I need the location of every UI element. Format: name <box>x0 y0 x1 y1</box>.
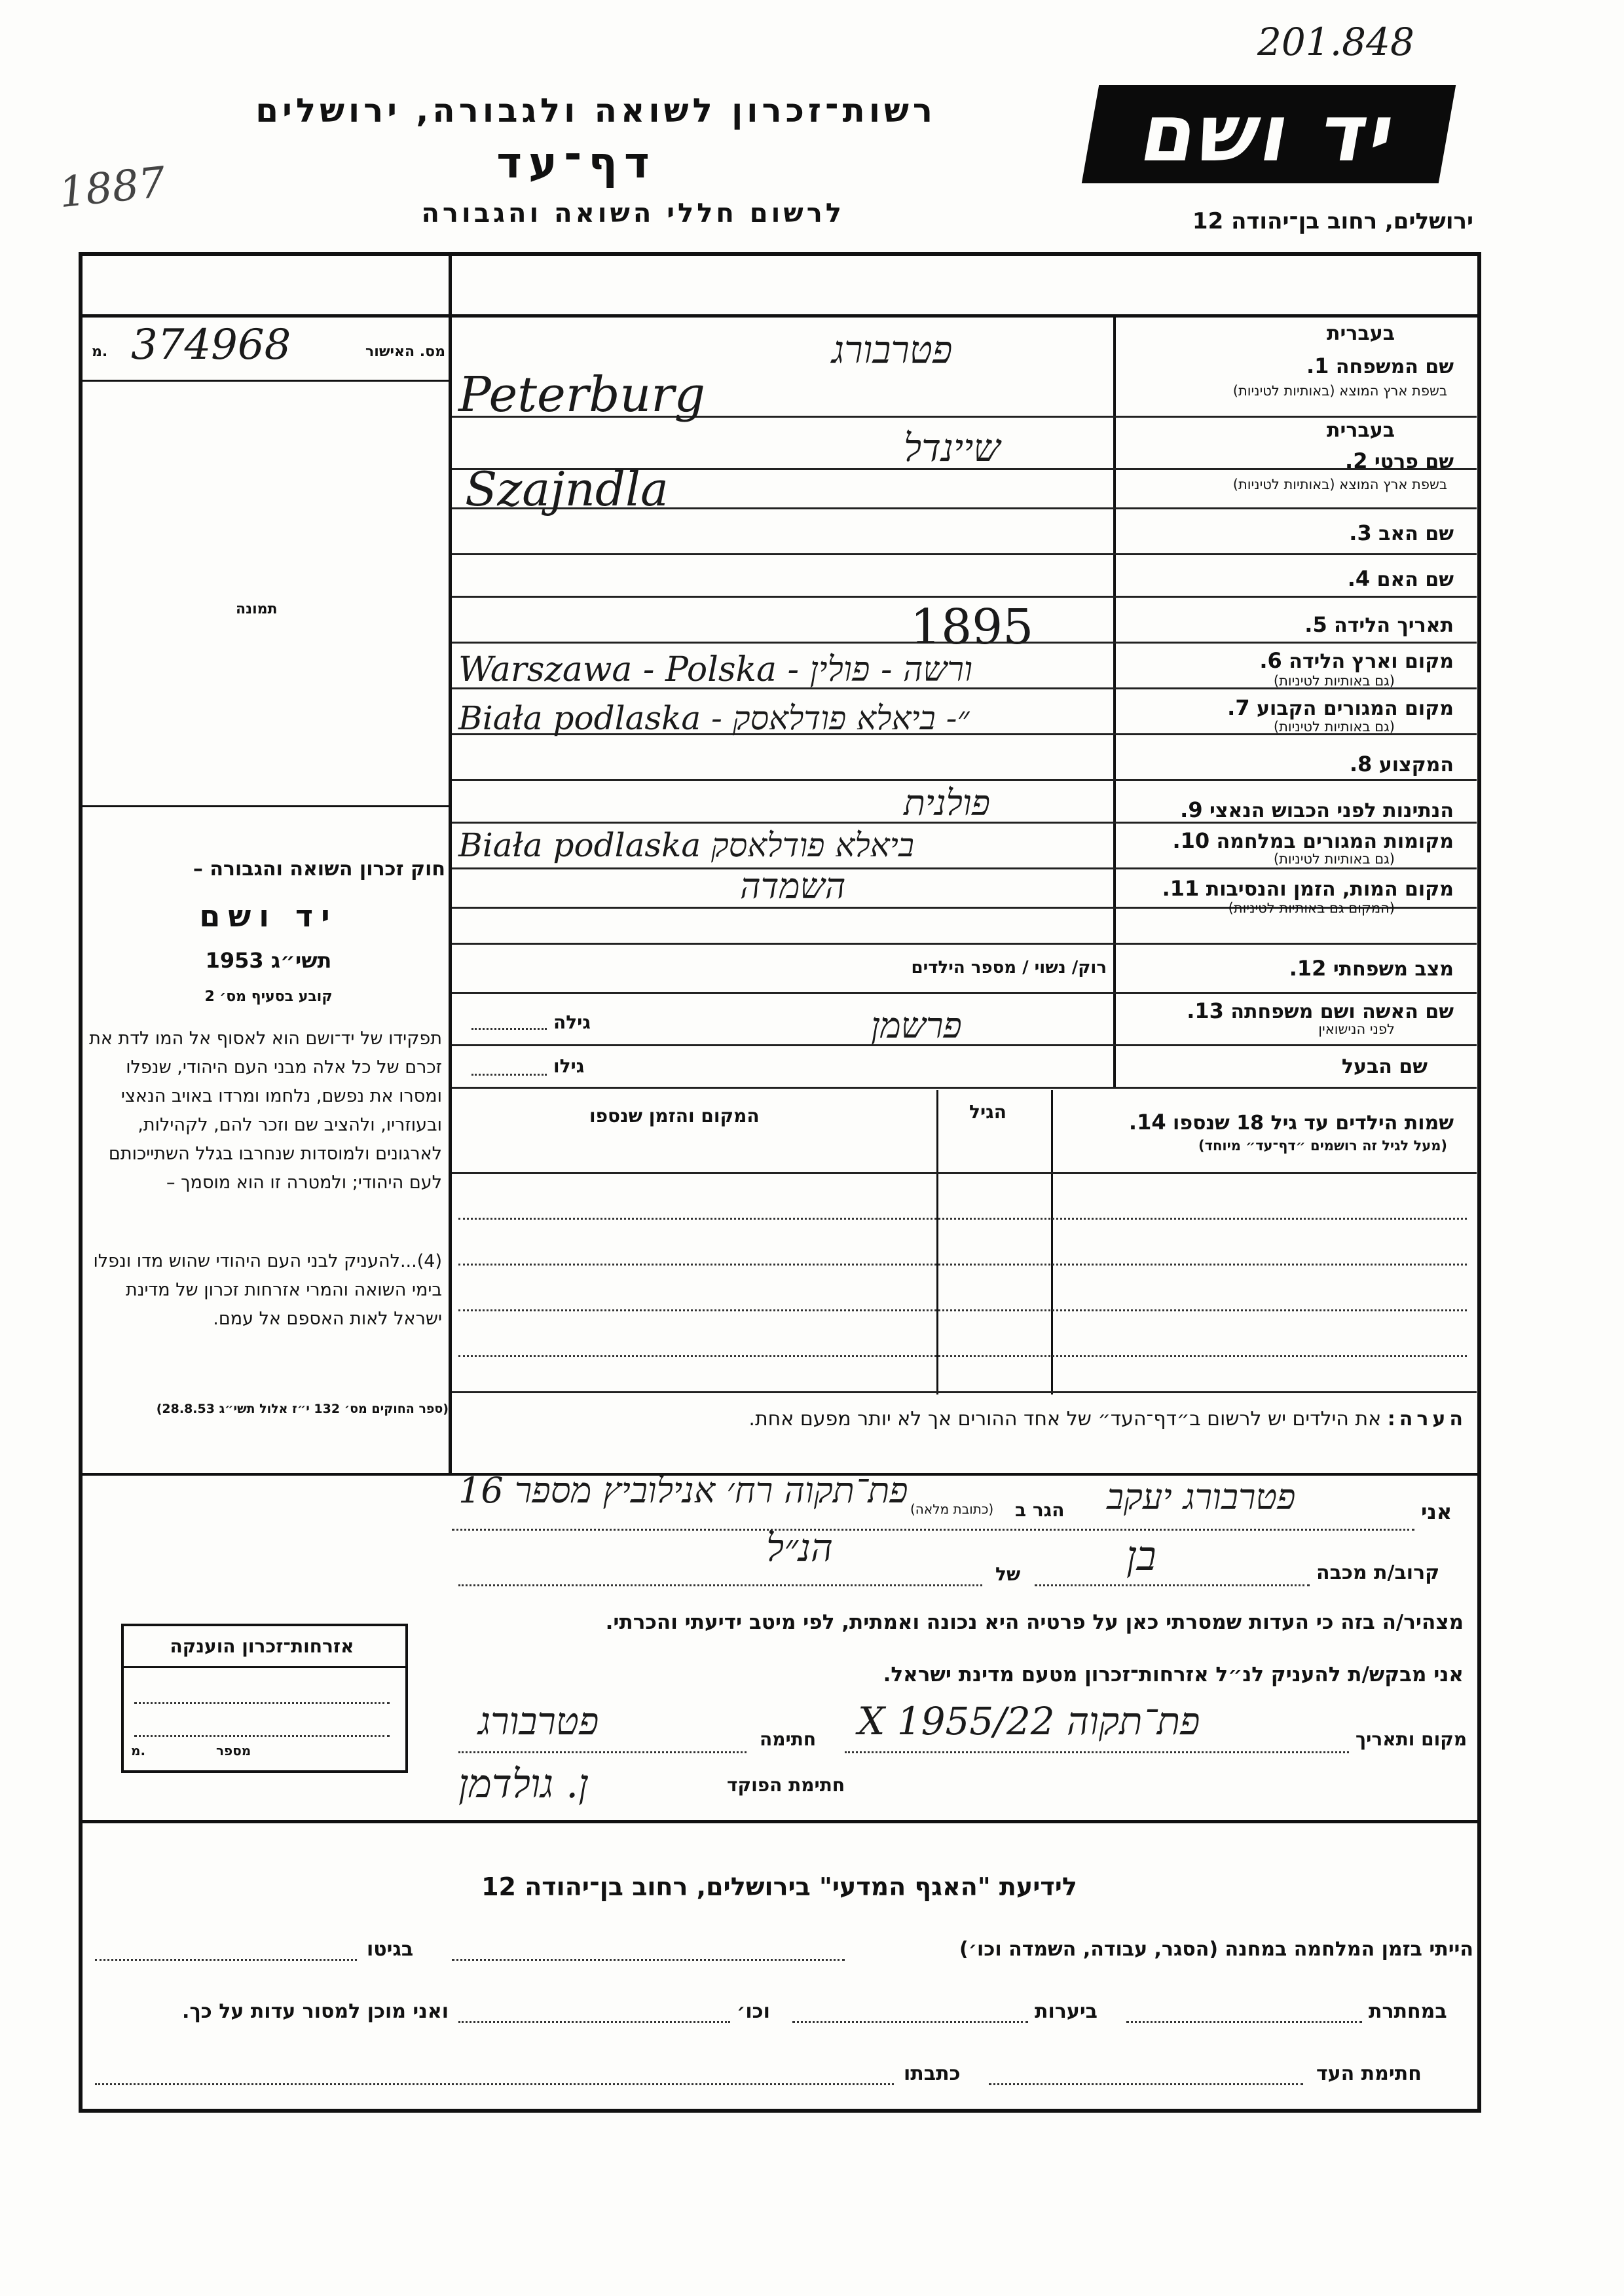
footer-address-label: כתבתו <box>904 2062 961 2085</box>
field-10-sub: (גם באותיות לטיניות) <box>1273 851 1395 867</box>
law-text-1: תפקידו של יד־ושם הוא לאסוף אל המו לדת את זכרם של כל אלה מבני העם היהודי, שנפלו ומסרו את נפשם, נלחמו ומרדו באויב הנאצי ובעוזריו, ולהציב שם וזכר להם, לקהילות, לארגונים ולמוסדות שנחרבו בגלל השתייכותם לעם היהודי; ולמטרה זו הוא מוסמך – <box>89 1029 442 1193</box>
field-8-label-text: המקצוע <box>1378 754 1454 776</box>
memorial-box-no-label: מ. <box>131 1743 146 1758</box>
field-2-latin-value: Szajndla <box>465 462 669 517</box>
footer-underground-label: במחתרת <box>1369 2000 1447 2023</box>
field-12-label <box>1120 956 1454 981</box>
approval-label: מס. האישור <box>365 344 445 360</box>
field-13-sub: לפני הנישואין <box>1318 1021 1395 1037</box>
field-12-label-text: מצב משפחתי <box>1333 958 1454 981</box>
field-8-number: 8. <box>1349 752 1373 776</box>
field-11-label-text: מקום המות, הזמן והנסיבות <box>1206 878 1454 901</box>
field-7-label <box>1120 695 1454 720</box>
field-7-label-text: מקום המגורים הקבוע <box>1257 697 1454 720</box>
signature-label: חתימה <box>760 1728 817 1750</box>
field-9-number: 9. <box>1180 797 1203 822</box>
law-citation: (ספר החוקים מס׳ 132 י״ז אלול תשי״ג 28.8.53) <box>156 1402 449 1416</box>
field-2-lang: בעברית <box>1327 419 1395 442</box>
field-1-latin-value: Peterburg <box>458 367 705 423</box>
field-10-label <box>1120 828 1454 853</box>
note-row <box>458 1408 1467 1430</box>
approval-number: 374968 <box>131 321 291 369</box>
field-3-label <box>1120 520 1454 545</box>
form-subtitle: לרשום חללי השואה והגבורה <box>421 198 845 228</box>
field-7-sub: (גם באותיות לטיניות) <box>1273 719 1395 735</box>
field-5-label <box>1120 612 1454 637</box>
law-text-2: (4)...להעניק לבני העם היהודי שהוש מדו ונפלו בימי השואה והמרי אזרחות זכרון של מדינת ישראל לאות האספם אל עמם. <box>93 1251 442 1329</box>
children-col-age: הגיל <box>969 1101 1006 1123</box>
field-2-label <box>1120 448 1454 473</box>
field-3-number: 3. <box>1349 520 1372 545</box>
field-2-sub: בשפת ארץ המוצא (באותיות לטיניות) <box>1232 477 1447 492</box>
children-label <box>1061 1110 1454 1135</box>
field-1-label <box>1120 354 1454 378</box>
field-11-label <box>1120 876 1454 901</box>
form-title: דף־עד <box>496 137 656 188</box>
field-2-label-text: שם פרטי <box>1374 450 1454 473</box>
field-9-label <box>1120 797 1454 822</box>
field-13-age-label: גילה <box>553 1011 591 1033</box>
field-4-label <box>1120 566 1454 591</box>
field-12-number: 12. <box>1289 956 1327 981</box>
declaration-request: אני מבקש/ת להעניק לנ״ל אזרחות־זכרון מטעם מדינת ישראל. <box>883 1663 1464 1686</box>
footer-testimony-label: ואני מוכן למסור עדות על כך. <box>182 2000 449 2023</box>
note-text: את הילדים יש לרשום ב״דף־העד״ של אחד ההורים אך לא יותר מפעם אחת. <box>748 1408 1382 1430</box>
children-col-place: המקום והזמן שנספו <box>589 1105 760 1127</box>
field-1-label-text: שם המשפחה <box>1335 355 1454 378</box>
field-6-value: Warszawa - Polska - ורשה - פולין <box>458 650 973 689</box>
field-1-sub: בשפת ארץ המוצא (באותיות לטיניות) <box>1232 383 1447 399</box>
law-yad-vashem: יד ושם <box>199 898 338 934</box>
footer-ghetto-label: בגיטו <box>367 1938 414 1961</box>
field-10-label-text: מקומות המגורים במלחמה <box>1216 830 1454 853</box>
memorial-box-title: אזרחות־זכרון הוענקה <box>170 1635 354 1657</box>
place-date-value: פת־תקוה 22/X 1955 <box>858 1699 1200 1743</box>
field-1-number: 1. <box>1306 354 1329 378</box>
field-1-hebrew-value: פטרבורג <box>832 327 953 372</box>
law-year: תשי״ג 1953 <box>205 948 332 973</box>
memorial-box-number-label: מספר <box>216 1743 251 1758</box>
field-8-label <box>1120 752 1454 776</box>
dweller-label: הגר ב <box>1015 1499 1065 1521</box>
field-4-label-text: שם האם <box>1376 568 1454 591</box>
field-11-number: 11. <box>1162 876 1200 901</box>
place-date-label: מקום ותאריך <box>1356 1728 1467 1750</box>
approval-no-label: מ. <box>92 344 108 360</box>
declarant-address: פת־תקוה רח׳ אנילוביץ מספר 16 <box>458 1470 908 1511</box>
side-number: 1887 <box>56 158 168 218</box>
field-6-sub: (גם באותיות לטיניות) <box>1273 673 1395 689</box>
field-9-value: פולנית <box>904 782 991 824</box>
field-12-extra: רוק/ נשוי / מספר הילדים <box>911 958 1107 977</box>
field-13-value: פרשמן <box>871 1005 962 1046</box>
field-3-label-text: שם האב <box>1378 522 1454 545</box>
address: ירושלים, רחוב בן־יהודה 12 <box>1192 208 1473 234</box>
declaration-statement: מצהיר/ה בזה כי העדות שמסרתי כאן על פרטיה היא נכונה ואמתית, לפי מיטב ידיעתי והכרתי. <box>605 1611 1464 1634</box>
footer-witness-signature-label: חתימת העד <box>1316 2062 1422 2085</box>
relation-value: בן <box>1126 1532 1156 1580</box>
field-13-label <box>1120 998 1454 1023</box>
field-2-number: 2. <box>1345 448 1368 473</box>
footer-etc-label: וכו׳ <box>737 2000 770 2023</box>
law-section: קובע בסעיף מס׳ 2 <box>204 989 333 1005</box>
children-label-text: שמות הילדים עד גיל 18 שנספו <box>1173 1112 1454 1135</box>
field-6-label-text: מקום וארץ הלידה <box>1289 650 1454 673</box>
field-2-hebrew-value: שיינדל <box>904 426 1001 470</box>
of-label: של <box>995 1563 1021 1585</box>
officer-signature: ן. גולדמן <box>458 1761 589 1807</box>
children-number: 14. <box>1128 1110 1166 1135</box>
field-5-number: 5. <box>1304 612 1327 637</box>
archive-number: 201.848 <box>1257 20 1414 64</box>
authority-title: רשות־זכרון לשואה ולגבורה, ירושלים <box>255 92 936 130</box>
field-9-label-text: הנתינות לפני הכבוש הנאצי <box>1209 799 1454 822</box>
address-note: (כתובת מלאה) <box>910 1501 994 1517</box>
of-value: הנ״ל <box>766 1525 834 1570</box>
husband-label: שם הבעל <box>1341 1055 1428 1078</box>
note-label: הערה: <box>1387 1408 1467 1430</box>
field-4-number: 4. <box>1347 566 1371 591</box>
relative-label: קרוב/ת מכבה <box>1316 1561 1440 1584</box>
declarant-name: פטרבורג יעקב <box>1107 1476 1296 1518</box>
field-7-number: 7. <box>1227 695 1250 720</box>
field-11-value: השמדה <box>740 866 846 907</box>
officer-label: חתימת הפוקד <box>727 1774 845 1796</box>
footer-camp-label: הייתי בזמן המלחמה במחנה (הסגר, עבודה, השמדה וכו׳) <box>959 1938 1473 1961</box>
field-13-number: 13. <box>1187 998 1224 1023</box>
field-11-sub: (המקום גם באותיות לטיניות) <box>1228 900 1395 916</box>
yad-vashem-logo: יד ושם <box>1082 85 1456 183</box>
field-6-number: 6. <box>1259 648 1282 673</box>
field-13-label-text: שם האשה ושם משפחתה <box>1230 1000 1454 1023</box>
husband-age-label: גילו <box>553 1055 585 1077</box>
children-sub: (מעל לגיל זה רושמים ״דף־עד״ מיוחד) <box>1198 1138 1447 1154</box>
declaration-ani: אני <box>1421 1499 1452 1524</box>
law-title: חוק זכרון השואה והגבורה – <box>193 858 445 881</box>
field-1-lang: בעברית <box>1327 322 1395 345</box>
footer-forests-label: ביערות <box>1035 2000 1098 2023</box>
field-5-value: 1895 <box>910 599 1034 655</box>
signature-value: פטרבורג <box>478 1699 599 1743</box>
footer-heading: לידיעת "האגף המדעי" בירושלים, רחוב בן־יהודה 12 <box>481 1872 1077 1901</box>
field-7-value: Biała podlaska - ״- ביאלא פודלאסק <box>458 699 970 737</box>
field-5-label-text: תאריך הלידה <box>1334 614 1454 637</box>
field-10-value: Biała podlaska ביאלא פודלאסק <box>458 826 914 864</box>
photo-label: תמונה <box>236 601 278 617</box>
field-10-number: 10. <box>1172 828 1210 853</box>
field-6-label <box>1120 648 1454 673</box>
